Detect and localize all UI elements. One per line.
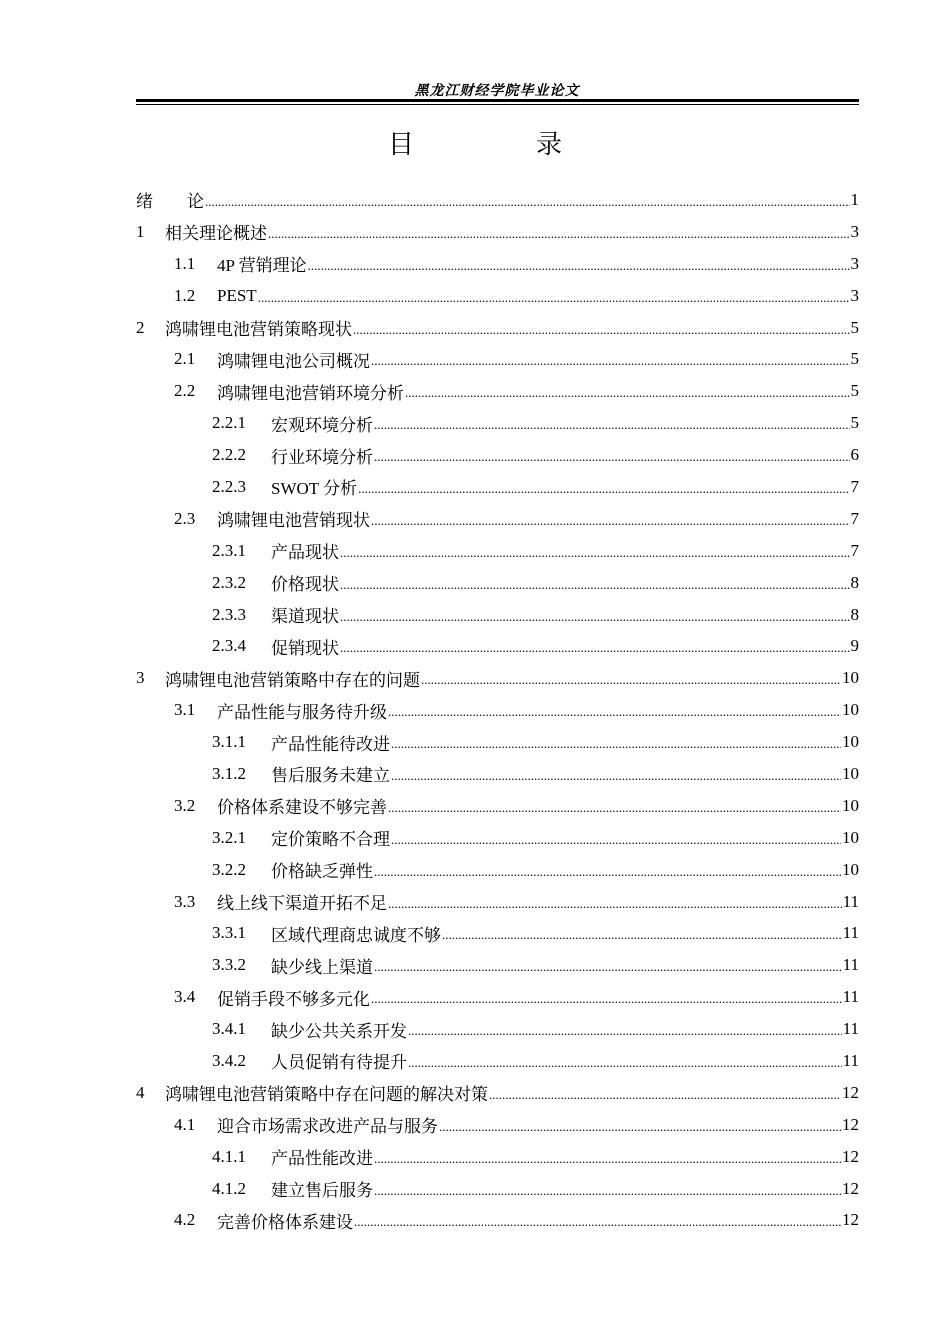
toc-dot-leader [405, 382, 850, 400]
toc-entry-title: 促销现状 [271, 638, 339, 658]
toc-entry-title: 相关理论概述 [165, 224, 267, 244]
toc-entry-title: 4P 营销理论 [217, 256, 307, 276]
toc-entry-title: 人员促销有待提升 [271, 1053, 407, 1073]
toc-dot-leader [340, 637, 850, 655]
toc-entry[interactable] [136, 375, 859, 407]
toc-dot-leader [268, 223, 850, 241]
toc-entry-page: 11 [842, 1019, 859, 1039]
toc-entry-page: 9 [850, 636, 859, 656]
toc-entry-page: 3 [850, 253, 859, 273]
toc-dot-leader [442, 924, 842, 942]
toc-entry-title: 产品性能待改进 [271, 734, 390, 754]
toc-entry-number: 3.3 [174, 891, 196, 911]
toc-entry-number: 3.2.2 [212, 859, 246, 879]
toc-entry-page: 11 [842, 1050, 859, 1070]
toc-entry[interactable] [136, 407, 859, 439]
toc-entry[interactable] [136, 726, 859, 758]
toc-entry-number: 3.4.2 [212, 1050, 246, 1070]
toc-entry-number: 4 [136, 1082, 145, 1102]
toc-entry-page: 12 [842, 1210, 859, 1230]
toc-entry-page: 8 [850, 572, 859, 592]
toc-entry-number: 3.4 [174, 987, 196, 1007]
toc-entry-title: 价格缺乏弹性 [271, 862, 373, 882]
toc-entry-page: 5 [850, 381, 859, 401]
toc-entry[interactable] [136, 1109, 859, 1141]
toc-entry-number: 2.2 [174, 381, 196, 401]
toc-entry-number: 2.2.1 [212, 413, 246, 433]
toc-entry[interactable] [136, 567, 859, 599]
toc-entry-title: 鸿啸锂电池营销现状 [217, 511, 370, 531]
toc-title: 目 录 [387, 130, 610, 159]
toc-entry[interactable] [136, 886, 859, 918]
toc-entry-page: 7 [850, 476, 859, 496]
toc-entry-title: 鸿啸锂电池营销策略中存在的问题 [165, 670, 420, 690]
toc-entry-title: 绪 论 [136, 192, 204, 212]
toc-entry[interactable] [136, 1141, 859, 1173]
toc-entry-title: 鸿啸锂电池营销策略现状 [165, 320, 352, 339]
toc-dot-leader [353, 319, 850, 337]
toc-entry-title: PEST [217, 285, 257, 305]
toc-entry-number: 2.1 [174, 349, 196, 369]
toc-entry-page: 1 [850, 189, 859, 209]
toc-entry-number: 2.3.3 [212, 604, 246, 624]
toc-entry-page: 11 [842, 987, 859, 1007]
toc-entry-title: 行业环境分析 [271, 447, 373, 467]
toc-entry-title: 产品现状 [271, 543, 339, 563]
toc-entry-page: 12 [842, 1178, 859, 1198]
toc-entry-page: 10 [842, 668, 859, 688]
toc-entry-number: 1.1 [174, 253, 196, 273]
toc-entry-number: 3.1.1 [212, 732, 246, 752]
toc-entry[interactable] [136, 248, 859, 280]
toc-entry-title: 促销手段不够多元化 [217, 989, 370, 1009]
toc-entry-number: 1.2 [174, 285, 196, 305]
toc-entry[interactable] [136, 1205, 859, 1237]
toc-entry-number: 3.1 [174, 700, 196, 720]
toc-entry[interactable] [136, 822, 859, 854]
header-rule-thick [136, 99, 859, 102]
toc-entry-page: 10 [842, 732, 859, 752]
toc-entry-title: 缺少线上渠道 [271, 957, 373, 977]
toc-entry[interactable] [136, 503, 859, 535]
toc-entry-number: 3.3.1 [212, 923, 246, 943]
toc-entry-page: 12 [842, 1114, 859, 1134]
toc-entry-number: 2.3.4 [212, 636, 246, 656]
toc-dot-leader [439, 1116, 841, 1134]
toc-entry[interactable] [136, 854, 859, 886]
toc-entry[interactable] [136, 981, 859, 1013]
toc-entry-number: 2.3.1 [212, 540, 246, 560]
toc-dot-leader [374, 446, 850, 464]
toc-entry[interactable] [136, 216, 859, 248]
toc-entry-page: 10 [842, 827, 859, 847]
toc-entry-title: 产品性能改进 [271, 1149, 373, 1169]
toc-entry-number: 2.2.2 [212, 445, 246, 465]
toc-entry[interactable] [136, 662, 859, 694]
toc-entry-number: 1 [136, 221, 145, 241]
toc-entry[interactable] [136, 917, 859, 949]
toc-entry[interactable] [136, 1077, 859, 1109]
toc-entry[interactable] [136, 535, 859, 567]
toc-entry[interactable] [136, 184, 859, 216]
toc-entry-page: 12 [842, 1082, 859, 1102]
toc-entry-title: 建立售后服务 [271, 1181, 373, 1201]
toc-dot-leader [374, 1148, 841, 1166]
toc-dot-leader [340, 606, 850, 624]
toc-dot-leader [374, 956, 842, 974]
toc-entry-page: 3 [850, 221, 859, 241]
toc-dot-leader [489, 1084, 841, 1102]
toc-entry[interactable] [136, 599, 859, 631]
toc-entry-title: 鸿啸锂电池营销策略中存在问题的解决对策 [165, 1085, 488, 1105]
toc-entry-page: 7 [850, 540, 859, 560]
toc-dot-leader [308, 255, 850, 273]
toc-entry[interactable] [136, 758, 859, 790]
toc-entry[interactable] [136, 1013, 859, 1045]
toc-entry[interactable] [136, 790, 859, 822]
toc-dot-leader [408, 1052, 842, 1070]
toc-entry[interactable] [136, 439, 859, 471]
toc-entry-number: 3.4.1 [212, 1019, 246, 1039]
toc-entry-title: 价格体系建设不够完善 [217, 798, 387, 818]
toc-entry[interactable] [136, 312, 859, 344]
toc-entry[interactable] [136, 949, 859, 981]
toc-entry-page: 10 [842, 859, 859, 879]
toc-entry-page: 11 [842, 891, 859, 911]
toc-entry[interactable] [136, 1173, 859, 1205]
toc-entry-number: 4.1 [174, 1114, 196, 1134]
toc-entry-title: 渠道现状 [271, 607, 339, 627]
toc-entry[interactable] [136, 280, 859, 312]
toc-entry-number: 2 [136, 317, 145, 337]
toc-entry-number: 3 [136, 668, 145, 688]
toc-entry-title: 线上线下渠道开拓不足 [217, 894, 387, 914]
toc-entry-title: 产品性能与服务待升级 [217, 702, 387, 722]
toc-dot-leader [371, 988, 842, 1006]
toc-entry-title: 缺少公共关系开发 [271, 1021, 407, 1041]
toc-entry[interactable] [136, 694, 859, 726]
toc-dot-leader [358, 478, 849, 496]
toc-entry-page: 5 [850, 349, 859, 369]
toc-entry-number: 3.2 [174, 795, 196, 815]
toc-entry-page: 5 [850, 413, 859, 433]
table-of-contents [136, 184, 859, 1236]
toc-dot-leader [340, 574, 850, 592]
toc-dot-leader [258, 287, 850, 305]
toc-entry[interactable] [136, 1045, 859, 1077]
toc-entry-page: 6 [850, 445, 859, 465]
toc-dot-leader [388, 797, 841, 815]
toc-entry-number: 4.2 [174, 1210, 196, 1230]
toc-entry-number: 3.1.2 [212, 763, 246, 783]
toc-entry-page: 11 [842, 923, 859, 943]
toc-entry-page: 5 [850, 317, 859, 337]
toc-dot-leader [205, 191, 850, 209]
toc-entry-number: 2.2.3 [212, 476, 246, 496]
header-rule-thin [136, 104, 859, 105]
toc-entry[interactable] [136, 630, 859, 662]
toc-entry[interactable] [136, 343, 859, 375]
toc-dot-leader [388, 701, 841, 719]
toc-entry-title: 鸿啸锂电池公司概况 [217, 351, 370, 371]
toc-entry-title: 定价策略不合理 [271, 830, 390, 850]
toc-dot-leader [340, 542, 850, 560]
toc-entry-title: 迎合市场需求改进产品与服务 [217, 1117, 438, 1137]
toc-dot-leader [371, 350, 850, 368]
toc-dot-leader [391, 733, 841, 751]
toc-entry-number: 3.2.1 [212, 827, 246, 847]
toc-entry-page: 8 [850, 604, 859, 624]
toc-entry-number: 3.3.2 [212, 955, 246, 975]
toc-entry-page: 11 [842, 955, 859, 975]
toc-entry-page: 10 [842, 763, 859, 783]
toc-entry-page: 3 [850, 285, 859, 305]
toc-entry[interactable] [136, 471, 859, 503]
toc-entry-title: 价格现状 [271, 575, 339, 595]
page-header-title: 黑龙江财经学院毕业论文 [414, 84, 580, 99]
toc-dot-leader [391, 829, 841, 847]
toc-dot-leader [374, 861, 841, 879]
toc-entry-title: SWOT 分析 [271, 479, 358, 499]
toc-entry-page: 10 [842, 700, 859, 720]
toc-entry-title: 区域代理商忠诚度不够 [271, 925, 441, 945]
toc-dot-leader [374, 414, 850, 432]
toc-entry-number: 4.1.1 [212, 1146, 246, 1166]
toc-entry-page: 7 [850, 508, 859, 528]
toc-entry-page: 12 [842, 1146, 859, 1166]
toc-entry-number: 2.3 [174, 508, 196, 528]
toc-entry-number: 4.1.2 [212, 1178, 246, 1198]
toc-dot-leader [371, 510, 850, 528]
toc-dot-leader [354, 1211, 841, 1229]
toc-dot-leader [391, 765, 841, 783]
toc-dot-leader [388, 893, 842, 911]
toc-entry-title: 宏观环境分析 [271, 415, 373, 435]
toc-entry-number: 2.3.2 [212, 572, 246, 592]
toc-dot-leader [421, 669, 841, 687]
toc-entry-page: 10 [842, 795, 859, 815]
toc-entry-title: 完善价格体系建设 [217, 1212, 353, 1232]
toc-dot-leader [408, 1020, 842, 1038]
toc-entry-title: 鸿啸锂电池营销环境分析 [217, 383, 404, 403]
toc-entry-title: 售后服务未建立 [271, 766, 390, 786]
toc-dot-leader [374, 1180, 841, 1198]
